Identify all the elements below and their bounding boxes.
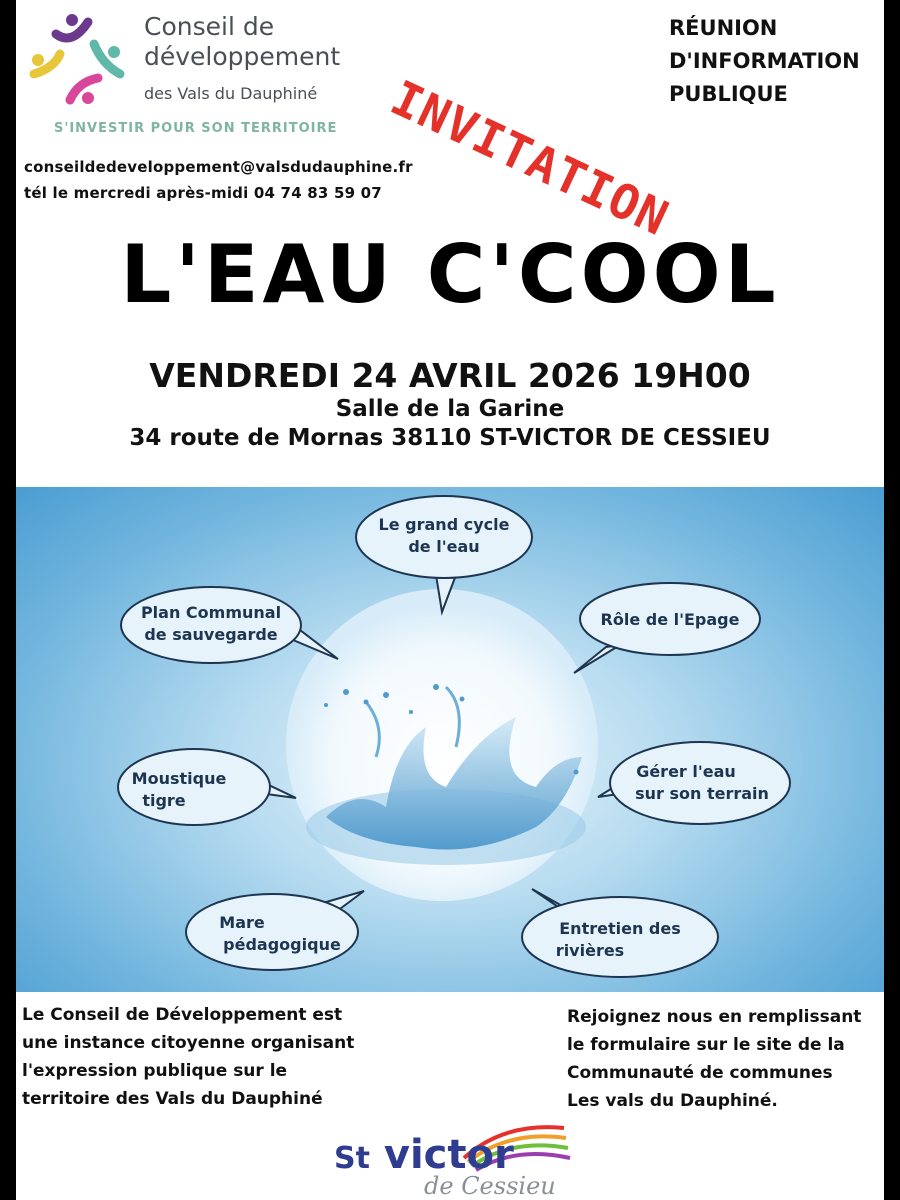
commune-logo-name: victor — [383, 1132, 514, 1178]
bubble-gerer-eau — [598, 742, 790, 824]
footer-left-line: Le Conseil de Développement est — [22, 1005, 343, 1025]
meeting-type-line3: PUBLIQUE — [669, 82, 788, 106]
footer-left-line: l'expression publique sur le — [22, 1061, 288, 1081]
topic-plan-communal-line2: de sauvegarde — [144, 625, 278, 644]
footer-left-line: territoire des Vals du Dauphiné — [22, 1089, 323, 1109]
conseil-logo-icon — [28, 12, 128, 107]
event-address: 34 route de Mornas 38110 ST-VICTOR DE CESSIEU — [129, 425, 771, 451]
topic-moustique-line2: tigre — [142, 791, 186, 810]
footer-right-line: Les vals du Dauphiné. — [567, 1091, 778, 1111]
meeting-type-line2: D'INFORMATION — [669, 49, 860, 73]
topic-moustique-line1: Moustique — [131, 769, 227, 788]
topic-entretien-line1: Entretien des — [559, 919, 681, 938]
contact-phone: tél le mercredi après-midi 04 74 83 59 07 — [24, 184, 382, 202]
topic-entretien-line2: rivières — [555, 941, 625, 960]
footer-right-line: le formulaire sur le site de la — [567, 1035, 845, 1055]
topic-gerer-eau-line2: sur son terrain — [635, 784, 769, 803]
bubble-role-epage — [574, 583, 760, 673]
topic-mare-line2: pédagogique — [223, 935, 341, 954]
event-venue: Salle de la Garine — [335, 396, 565, 422]
org-subtitle: des Vals du Dauphiné — [144, 84, 318, 103]
org-name — [144, 12, 340, 72]
footer-right-text — [567, 1003, 861, 1115]
org-name-line2: développement — [144, 42, 341, 71]
org-tagline: S'INVESTIR POUR SON TERRITOIRE — [54, 121, 338, 136]
topic-mare-line1: Mare — [219, 913, 265, 932]
event-title: L'EAU C'COOL — [120, 228, 780, 321]
bubble-entretien — [522, 889, 718, 977]
topic-role-epage: Rôle de l'Epage — [600, 610, 740, 629]
topic-grand-cycle-line1: Le grand cycle — [378, 515, 510, 534]
commune-logo-sub: de Cessieu — [424, 1172, 556, 1200]
contact-email[interactable]: conseildedeveloppement@valsdudauphine.fr — [24, 158, 413, 176]
footer-right-line: Rejoignez nous en remplissant — [567, 1007, 862, 1027]
event-date: VENDREDI 24 AVRIL 2026 19H00 — [149, 356, 751, 395]
invitation-stamp: INVITATION — [382, 70, 677, 248]
topics-illustration — [16, 487, 884, 992]
bubble-plan-communal — [121, 587, 338, 663]
topic-gerer-eau-line1: Gérer l'eau — [636, 762, 736, 781]
bubble-grand-cycle — [356, 496, 532, 612]
meeting-type-line1: RÉUNION — [669, 16, 778, 40]
footer-right-line: Communauté de communes — [567, 1063, 833, 1083]
topics-scene — [16, 487, 884, 992]
footer-left-line: une instance citoyenne organisant — [22, 1033, 355, 1053]
org-name-line1: Conseil de — [144, 12, 275, 41]
topic-grand-cycle-line2: de l'eau — [408, 537, 480, 556]
footer-left-text — [22, 1001, 354, 1113]
bubble-moustique — [118, 749, 296, 825]
bubble-mare — [186, 891, 364, 970]
topic-plan-communal-line1: Plan Communal — [140, 603, 282, 622]
meeting-type — [669, 12, 860, 111]
poster — [16, 0, 884, 1200]
commune-logo-st: St — [334, 1141, 370, 1176]
